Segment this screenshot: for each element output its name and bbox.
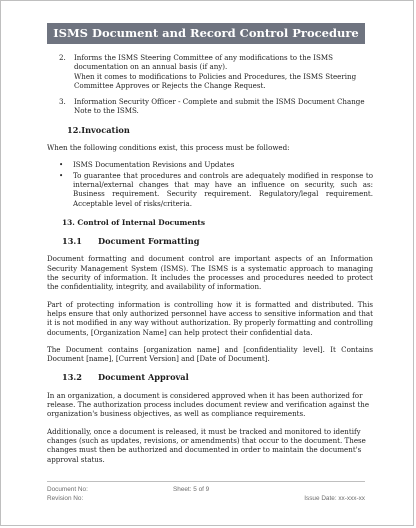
- list-number: 2.: [59, 53, 66, 62]
- issue-date: Issue Date: xx-xxx-xx: [304, 495, 365, 502]
- subsection-title: Document Approval: [98, 372, 189, 383]
- list-item: [47, 97, 373, 116]
- paragraph: The Document contains [organization name] and [confidentiality level]. It Contains Document [name], [Current Version] and [Date of Document].: [47, 344, 373, 364]
- bullet-icon: •: [59, 170, 64, 180]
- paragraph: In an organization, a document is considered approved when it has been authorized for release. The authorization process includes document review and verification against the organization's business objectives, as well as compliance requirements.: [47, 390, 370, 419]
- subsection-heading-approval: [62, 373, 373, 382]
- subsection-number: 13.2: [62, 372, 82, 383]
- list-text: Informs the ISMS Steering Committee of any modifications to the ISMS documentation on an annual basis (if any).: [74, 53, 333, 72]
- list-item: [47, 53, 373, 90]
- paragraph: Document formatting and document control are important aspects of an Information Security Management System (ISMS). The ISMS is a systematic approach to managing the security of information. It includes the processes and procedures needed to protect the confidentiality, integrity, and availability of information.: [47, 254, 373, 292]
- bullet-text: ISMS Documentation Revisions and Updates: [73, 160, 235, 170]
- page-title: ISMS Document and Record Control Procedure: [47, 23, 365, 44]
- sheet-number: Sheet: 5 of 9: [173, 486, 210, 493]
- list-text: When it comes to modifications to Policies and Procedures, the ISMS Steering Committee Approves or Rejects the Change Request.: [74, 71, 357, 90]
- subsection-heading-formatting: [62, 237, 373, 246]
- bullet-icon: •: [59, 160, 64, 170]
- paragraph: Part of protecting information is controlling how it is formatted and distributed. This helps ensure that only authorized personnel have access to sensitive information and that it is not modified in any way without authorization. By properly formatting and controlling documents, [Organization Name] can help protect their confidential data.: [47, 299, 373, 337]
- bullet-text: To guarantee that procedures and controls are adequately modified in response to internal/external changes that may have an influence on security, such as: Business requirement. Security requirement. Regulatory/legal requirement. Acceptable level of risks/criteria.: [73, 170, 373, 208]
- document-number-label: Document No:: [47, 486, 88, 493]
- section-heading-internal-documents: 13. Control of Internal Documents: [62, 217, 205, 227]
- paragraph: When the following conditions exist, this process must be followed:: [47, 143, 290, 153]
- paragraph: Additionally, once a document is released, it must be tracked and monitored to identify changes (such as updates, revisions, or amendments) that occur to the document. These changes must then be authorized and documented in order to maintain the document's approval status.: [47, 426, 366, 464]
- revision-number-label: Revision No:: [47, 495, 84, 502]
- subsection-number: 13.1: [62, 236, 82, 247]
- section-heading-invocation: 12.Invocation: [67, 124, 130, 135]
- list-number: 3.: [59, 97, 66, 107]
- subsection-title: Document Formatting: [98, 236, 200, 247]
- document-body: [47, 53, 373, 472]
- bullet-item: [47, 171, 373, 208]
- page-footer: [47, 481, 365, 503]
- list-text: Information Security Officer - Complete and submit the ISMS Document Change Note to the ISMS.: [74, 97, 365, 116]
- bullet-list: [47, 160, 373, 207]
- bullet-item: [47, 160, 373, 169]
